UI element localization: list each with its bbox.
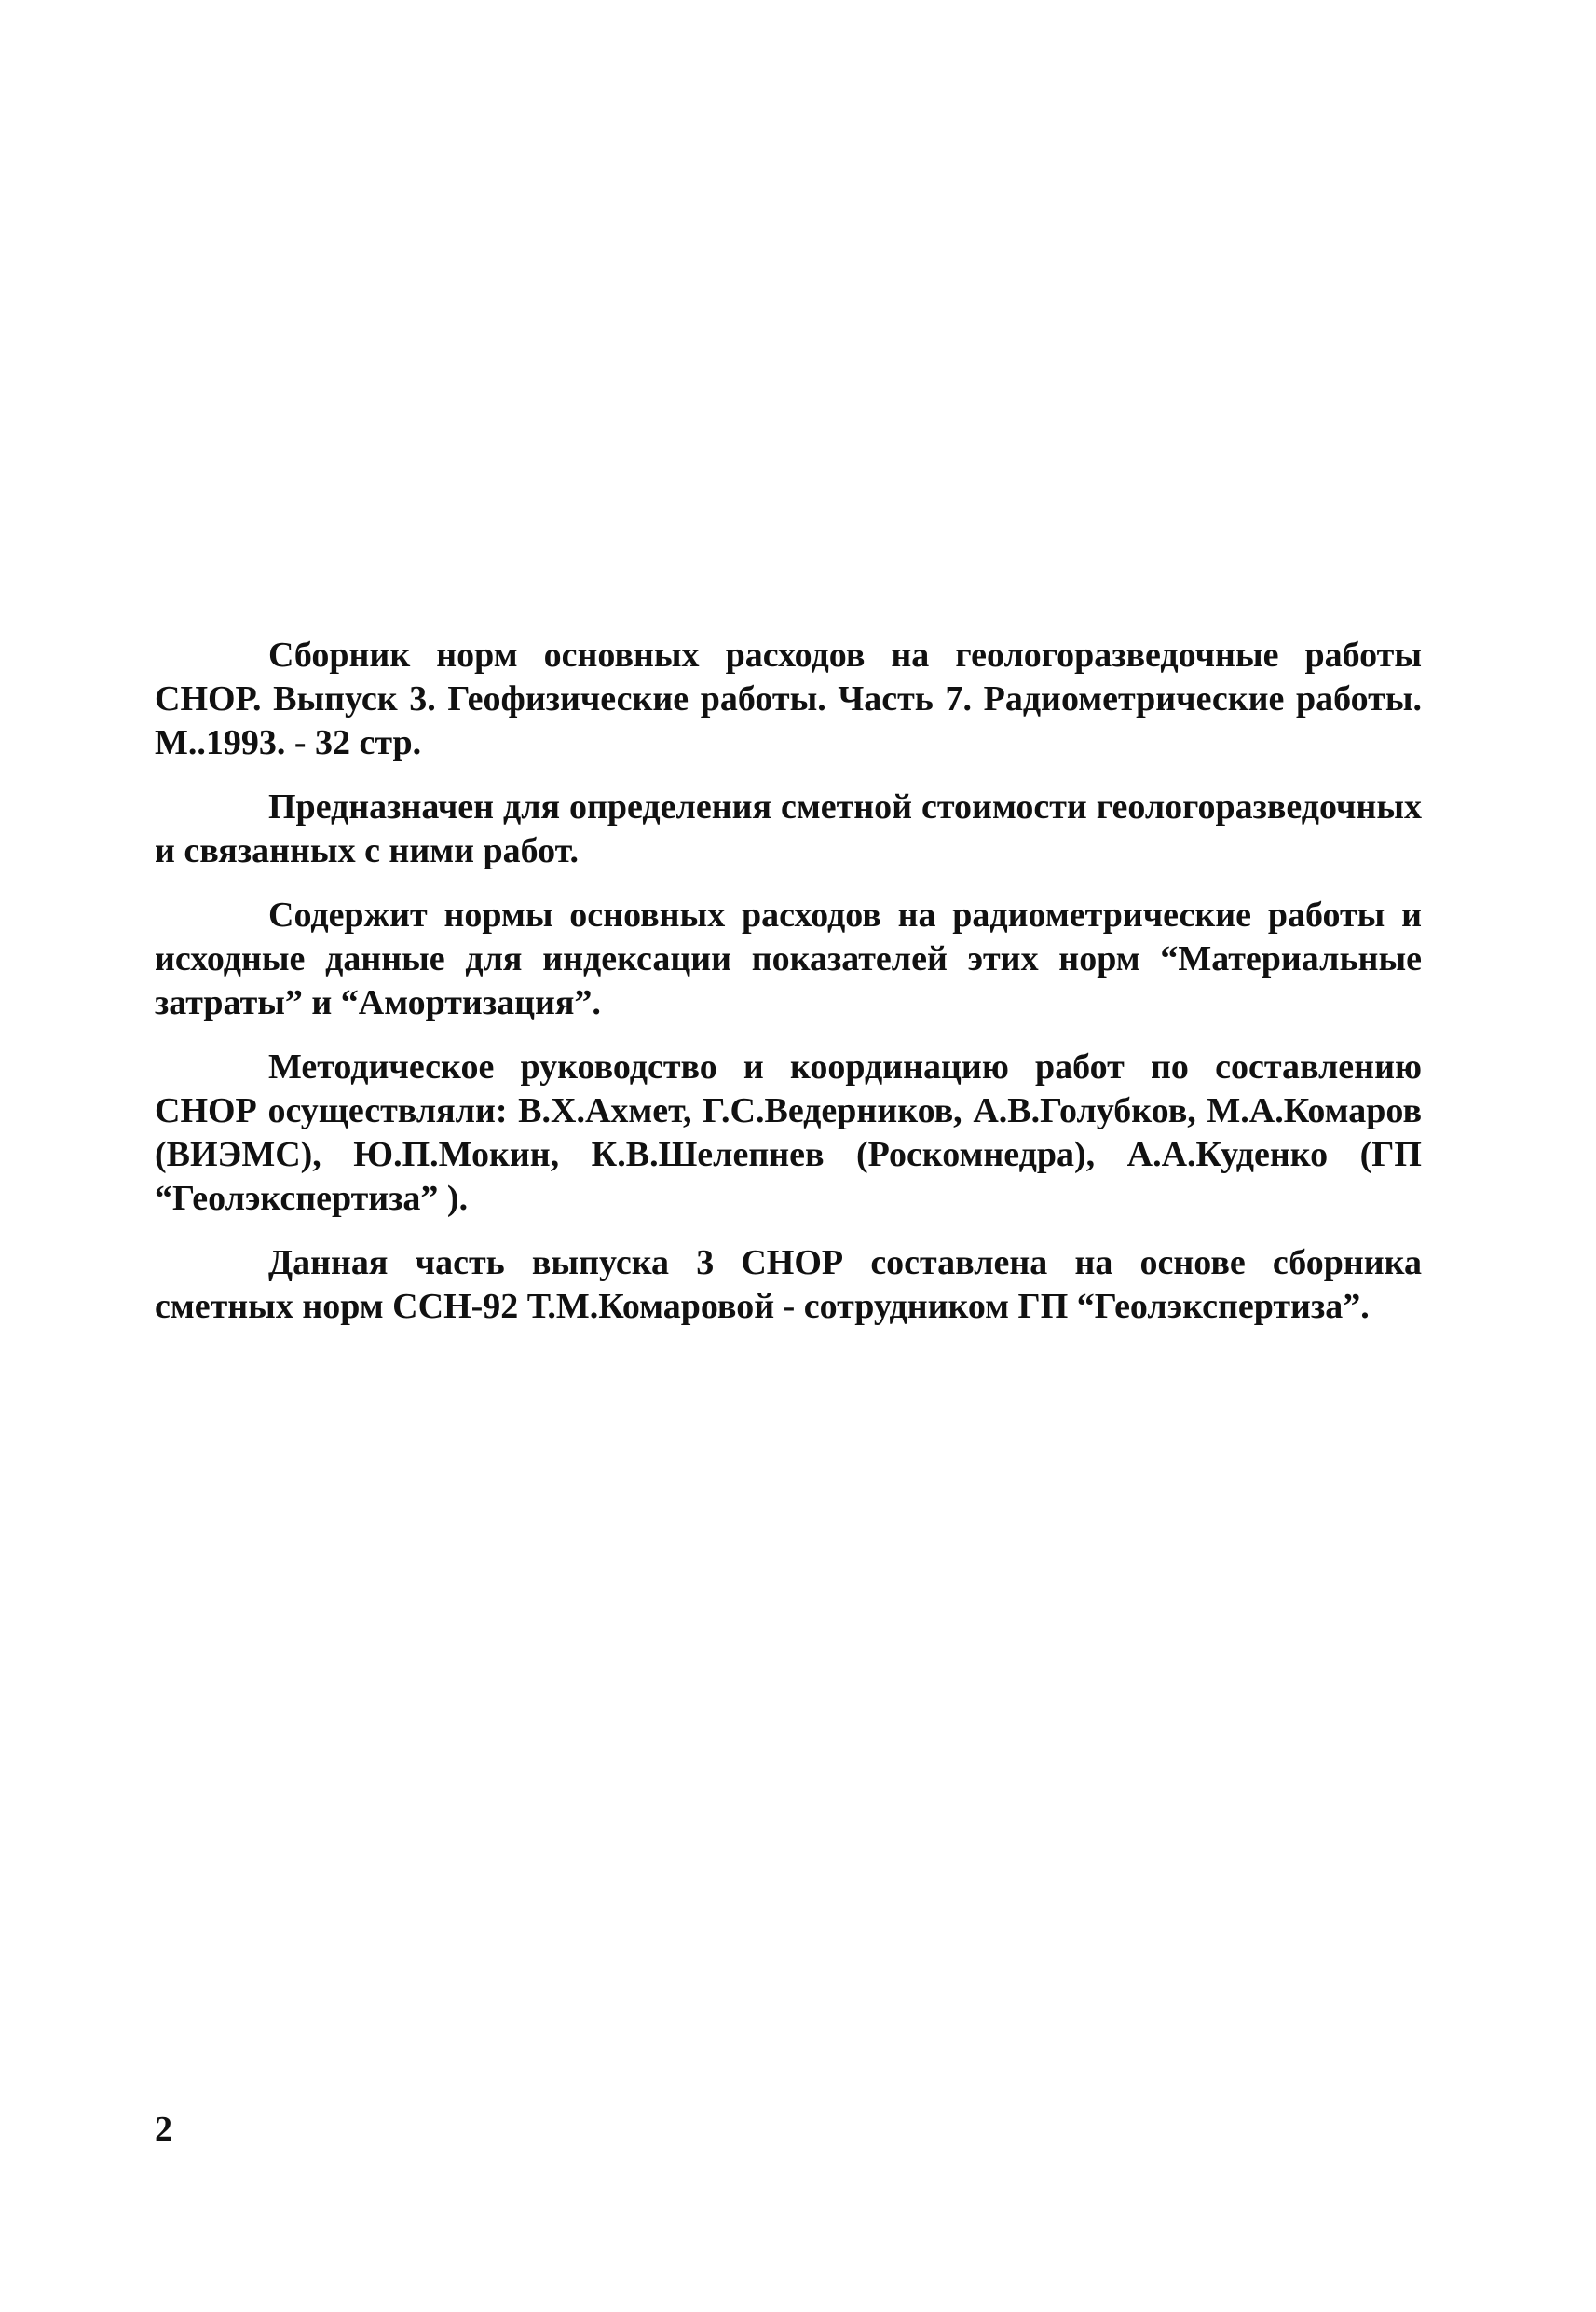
paragraph-contributors: Методическое руководство и координацию работ по составлению СНОР осуществляли: В.Х.Ахмет, Г.С.Ведерников, А.В.Голубков, М.А.Комаров (ВИЭМС), Ю.П.Мокин, К.В.Шелепнев (Роскомнедра), А.А.Куденко (ГП “Геолэкспертиза” ). [155, 1047, 1422, 1218]
page-number: 2 [155, 2110, 172, 2149]
document-body [155, 634, 1422, 1349]
paragraph-bibliographic-reference: Сборник норм основных расходов на геологоразведочные работы СНОР. Выпуск 3. Геофизические работы. Часть 7. Радиометрические работы. М..1993. - 32 стр. [155, 636, 1422, 762]
paragraph-source: Данная часть выпуска 3 СНОР составлена на основе сборника сметных норм ССН-92 Т.М.Комаровой - сотрудником ГП “Геолэкспертиза”. [155, 1243, 1422, 1326]
paragraph-contents: Содержит нормы основных расходов на радиометрические работы и исходные данные для индексации показателей этих норм “Материальные затраты” и “Амортизация”. [155, 896, 1422, 1022]
paragraph-purpose: Предназначен для определения сметной стоимости геологоразведочных и связанных с ними работ. [155, 787, 1422, 870]
